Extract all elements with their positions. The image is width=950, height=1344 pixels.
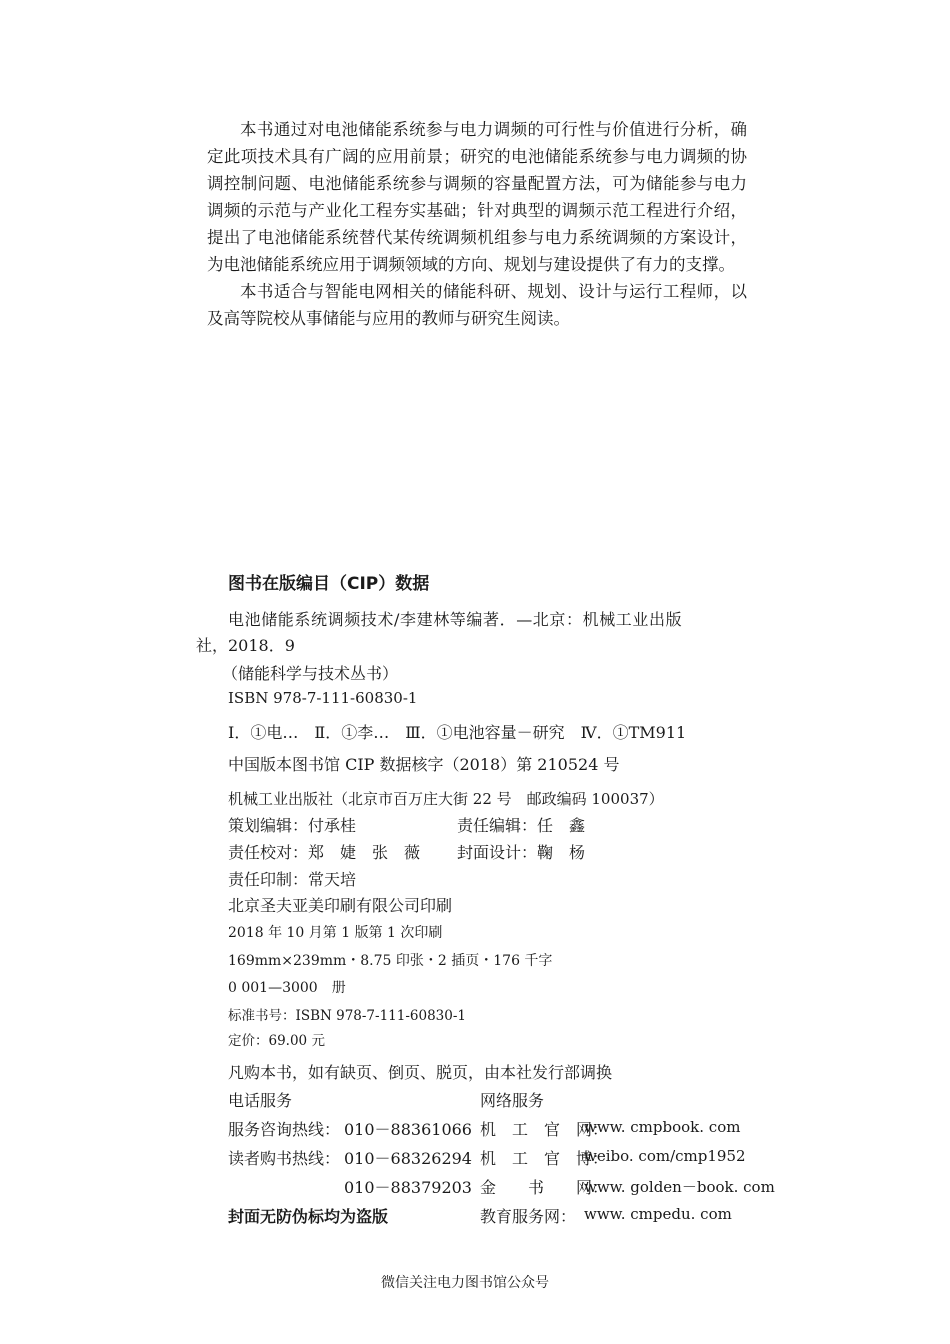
cip-classification: Ⅰ．①电… Ⅱ．①李… Ⅲ．①电池容量－研究 Ⅳ．①TM911 (228, 723, 687, 742)
printer: 北京圣夫亚美印刷有限公司印刷 (228, 896, 453, 915)
intro-paragraph-1: 本书通过对电池储能系统参与电力调频的可行性与价值进行分析，确定此项技术具有广阔的应用前景；研究的电池储能系统参与电力调频的协调控制问题、电池储能系统参与调频的容量配置方法，可为储能参与电力调频的示范与产业化工程夯实基础；针对典型的调频示范工程进行介绍，提出了电池储能系统替代某传统调频机组参与电力系统调频的方案设计，为电池储能系统应用于调频领域的方向、规划与建设提供了有力的支撑。 (207, 120, 747, 274)
extra-number: 010－88379203 (344, 1178, 472, 1197)
web3-label: 金 书 网： (480, 1178, 609, 1197)
hotline-label: 服务咨询热线： (228, 1120, 341, 1139)
format: 169mm×239mm・8.75 印张・2 插页・176 千字 (228, 953, 553, 969)
cip-series: （储能科学与技术丛书） (222, 664, 399, 683)
cip-isbn: ISBN 978-7-111-60830-1 (228, 689, 418, 707)
intro-text (207, 116, 747, 332)
intro-paragraph-2: 本书适合与智能电网相关的储能科研、规划、设计与运行工程师，以及高等院校从事储能与应用的教师与研究生阅读。 (207, 282, 747, 328)
web3-value[interactable]: www. golden－book. com (584, 1178, 775, 1196)
publisher-name-address: 机械工业出版社（北京市百万庄大街 22 号 邮政编码 100037） (228, 790, 664, 808)
copies: 0 001—3000 册 (228, 980, 346, 996)
hotline-number: 010－88361066 (344, 1120, 472, 1139)
web-service-header: 网络服务 (480, 1091, 545, 1110)
cip-entry-line2: 社，2018．9 (196, 636, 295, 655)
web4-value[interactable]: www. cmpedu. com (584, 1205, 732, 1223)
cip-entry-line1: 电池储能系统调频技术/李建林等编著．—北京：机械工业出版 (228, 610, 683, 629)
planning-editor: 策划编辑：付承桂 (228, 816, 357, 835)
edition: 2018 年 10 月第 1 版第 1 次印刷 (228, 925, 443, 941)
reader-number: 010－68326294 (344, 1149, 472, 1168)
web2-label: 机 工 官 博： (480, 1149, 609, 1168)
web2-value[interactable]: weibo. com/cmp1952 (584, 1147, 746, 1165)
web1-label: 机 工 官 网： (480, 1120, 609, 1139)
anti-fake-notice: 封面无防伪标均为盗版 (228, 1207, 389, 1226)
service-notice: 凡购本书，如有缺页、倒页、脱页，由本社发行部调换 (228, 1063, 613, 1082)
price: 定价：69.00 元 (228, 1033, 325, 1049)
cip-number: 中国版本图书馆 CIP 数据核字（2018）第 210524 号 (228, 755, 620, 774)
web1-value[interactable]: www. cmpbook. com (584, 1118, 741, 1136)
cover-design: 封面设计：鞠 杨 (457, 843, 586, 862)
reader-label: 读者购书热线： (228, 1149, 341, 1168)
print-manager: 责任印制：常天培 (228, 870, 357, 889)
proofreader: 责任校对：郑 婕 张 薇 (228, 843, 421, 862)
responsible-editor: 责任编辑：任 鑫 (457, 816, 586, 835)
web4-label: 教育服务网： (480, 1207, 577, 1226)
cip-title: 图书在版编目（CIP）数据 (228, 574, 430, 594)
wechat-footer: 微信关注电力图书馆公众号 (381, 1275, 549, 1291)
standard-no: 标准书号：ISBN 978-7-111-60830-1 (228, 1008, 467, 1024)
phone-service-header: 电话服务 (228, 1091, 293, 1110)
